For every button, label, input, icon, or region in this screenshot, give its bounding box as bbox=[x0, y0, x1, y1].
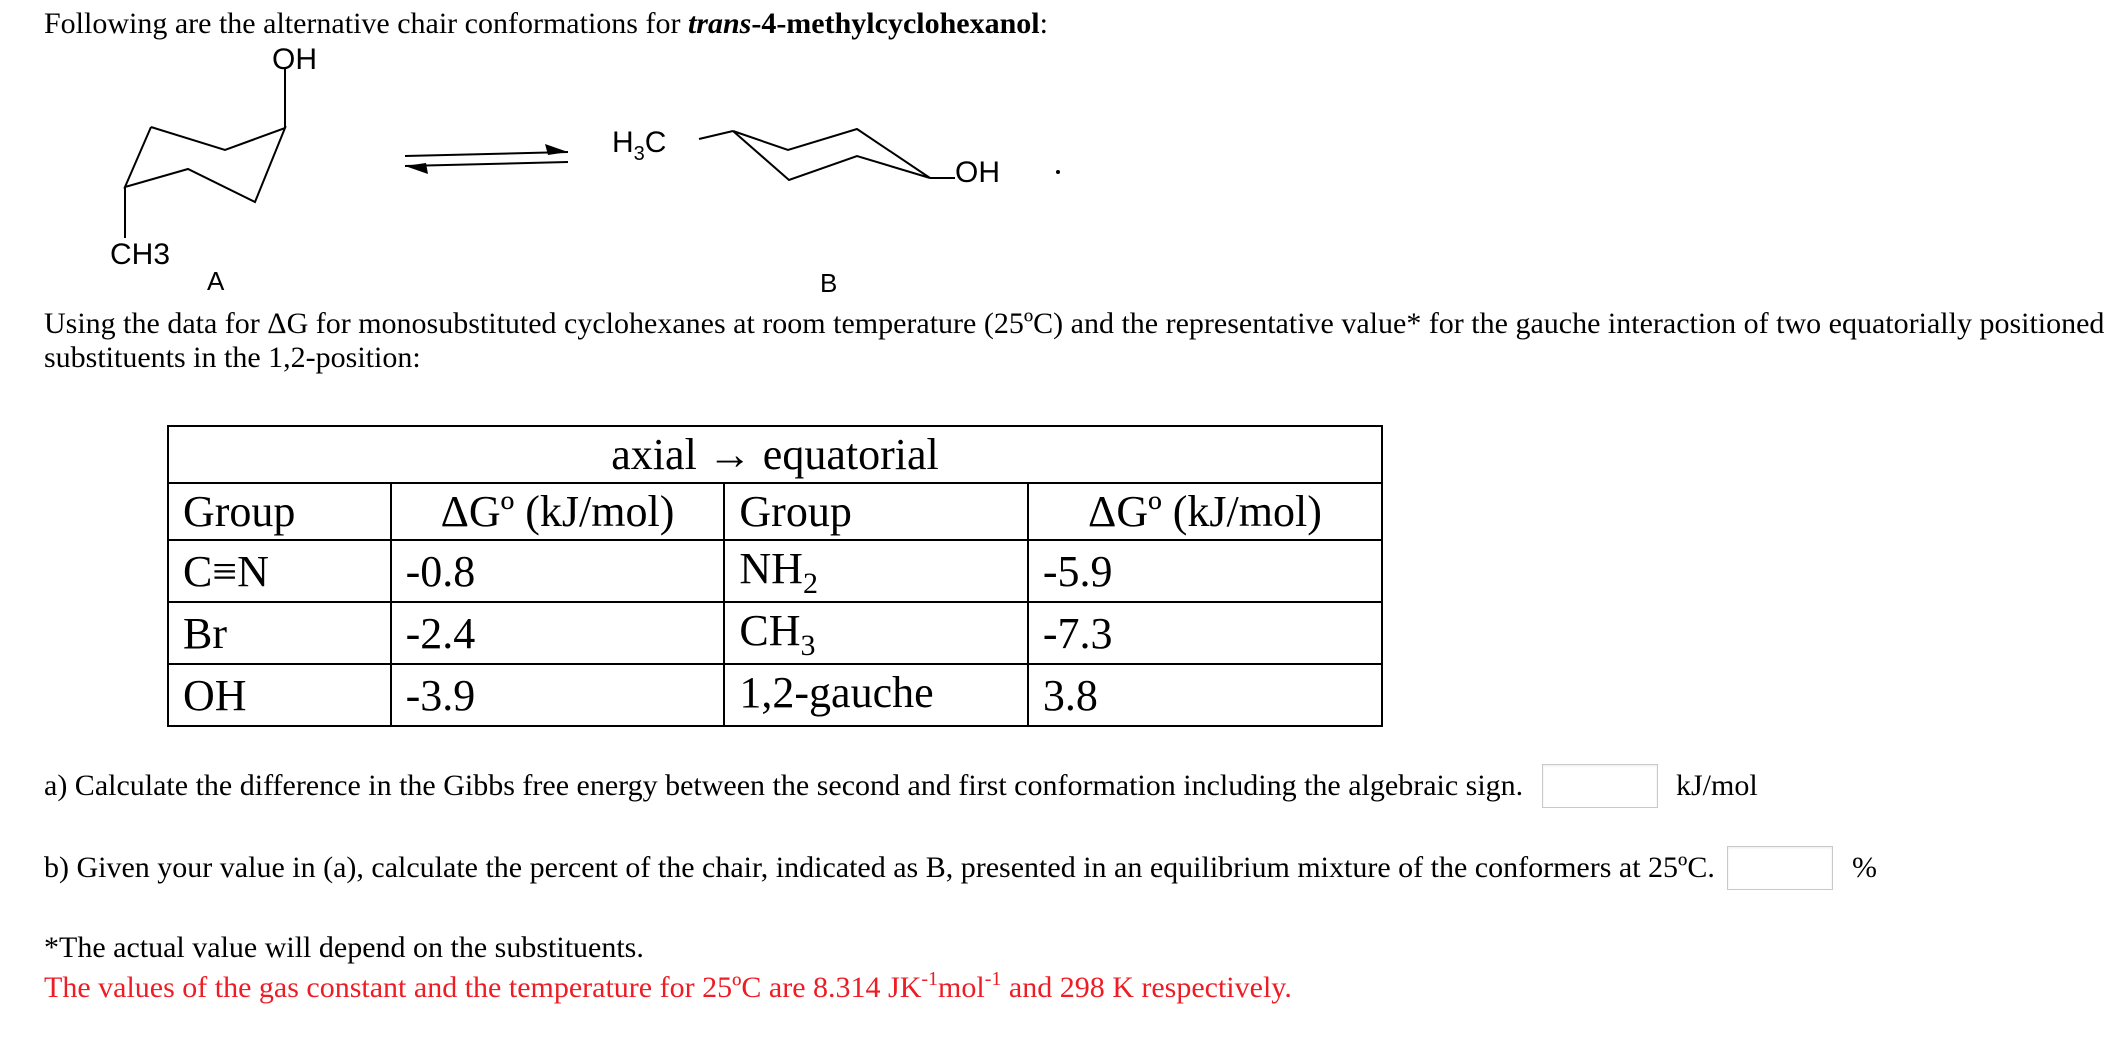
data-intro-line1: Using the data for ΔG for monosubstituted cyclohexanes at room temperature (25ºC) and the representative value* for the gauche interaction of two equatorially positioned bbox=[44, 307, 2105, 340]
table-title-row bbox=[168, 426, 1382, 483]
question-a-text: a) Calculate the difference in the Gibbs free energy between the second and first conformation including the algebraic sign. bbox=[44, 769, 1524, 802]
table-row bbox=[168, 664, 1382, 726]
ch3-sub: 3 bbox=[153, 238, 171, 271]
answer-a-unit: kJ/mol bbox=[1676, 769, 1758, 802]
footnote: *The actual value will depend on the substituents. bbox=[44, 931, 644, 964]
intro-suffix: : bbox=[1039, 7, 1048, 40]
constants-part2: mol bbox=[938, 971, 985, 1004]
h3c-sub: 3 bbox=[633, 143, 645, 165]
chair-b-ring bbox=[733, 129, 930, 180]
table-row bbox=[168, 602, 1382, 664]
conformation-scheme bbox=[0, 0, 2128, 310]
cell-value: 3.8 bbox=[1028, 664, 1382, 726]
cell-group: C≡N bbox=[168, 540, 391, 602]
formula-main: 1,2-gauche bbox=[739, 668, 934, 717]
cell-group: OH bbox=[168, 664, 391, 726]
formula-sub: 3 bbox=[800, 629, 816, 662]
chair-a-oh-label: OH bbox=[272, 43, 317, 76]
chair-a-ring bbox=[125, 127, 285, 202]
cell-value: -5.9 bbox=[1028, 540, 1382, 602]
chair-b-oh-label: OH bbox=[955, 156, 1000, 189]
delta-g-table bbox=[167, 425, 1383, 727]
cell-group bbox=[724, 602, 1028, 664]
cell-group bbox=[724, 664, 1028, 726]
constants-note bbox=[44, 970, 1292, 1009]
chair-a-ch3-label bbox=[110, 240, 170, 270]
question-b-text: b) Given your value in (a), calculate the percent of the chair, indicated as B, presented in an equilibrium mixture of the conformers at 25ºC. bbox=[44, 851, 1715, 884]
forward-arrow-head bbox=[545, 144, 568, 155]
table-header-row bbox=[168, 483, 1382, 540]
forward-arrow-shaft bbox=[405, 152, 568, 156]
ch3-main: CH bbox=[110, 238, 154, 271]
formula-main: NH bbox=[739, 544, 803, 593]
constants-part3: and 298 K respectively. bbox=[1001, 971, 1292, 1004]
cell-value: -2.4 bbox=[391, 602, 725, 664]
constants-sup1: -1 bbox=[921, 968, 939, 990]
table-row bbox=[168, 540, 1382, 602]
constants-part1: The values of the gas constant and the temperature for 25ºC are 8.314 JK bbox=[44, 971, 922, 1004]
cell-value: -0.8 bbox=[391, 540, 725, 602]
chair-b-ch3-bond bbox=[699, 131, 733, 139]
reverse-arrow-shaft bbox=[405, 162, 568, 166]
formula-main: CH bbox=[739, 606, 801, 655]
intro-prefix: Following are the alternative chair conformations for bbox=[44, 7, 688, 40]
data-intro-line2: substituents in the 1,2-position: bbox=[44, 341, 421, 374]
header-group-2: Group bbox=[724, 483, 1028, 540]
constants-sup2: -1 bbox=[984, 968, 1002, 990]
table-title: axial → equatorial bbox=[168, 426, 1382, 483]
chair-b-h3c-label bbox=[612, 126, 667, 165]
compound-italic: trans bbox=[687, 7, 752, 40]
header-dg-1: ΔGº (kJ/mol) bbox=[391, 483, 725, 540]
answer-a-input[interactable] bbox=[1542, 764, 1658, 808]
cell-group: Br bbox=[168, 602, 391, 664]
cell-value: -3.9 bbox=[391, 664, 725, 726]
cell-value: -7.3 bbox=[1028, 602, 1382, 664]
cell-group bbox=[724, 540, 1028, 602]
chair-structures-drawing bbox=[0, 0, 2128, 310]
trailing-period bbox=[1056, 170, 1060, 174]
reverse-arrow-head bbox=[405, 163, 428, 174]
header-dg-2: ΔGº (kJ/mol) bbox=[1028, 483, 1382, 540]
conformer-a-label: A bbox=[207, 266, 225, 296]
formula-sub: 2 bbox=[802, 567, 818, 600]
compound-name: -4-methylcyclohexanol bbox=[751, 7, 1040, 40]
answer-b-input[interactable] bbox=[1727, 846, 1833, 890]
header-group-1: Group bbox=[168, 483, 391, 540]
h3c-c: C bbox=[644, 126, 667, 159]
conformer-b-label: B bbox=[820, 268, 838, 298]
h3c-h: H bbox=[612, 126, 634, 159]
answer-b-unit: % bbox=[1852, 851, 1877, 884]
